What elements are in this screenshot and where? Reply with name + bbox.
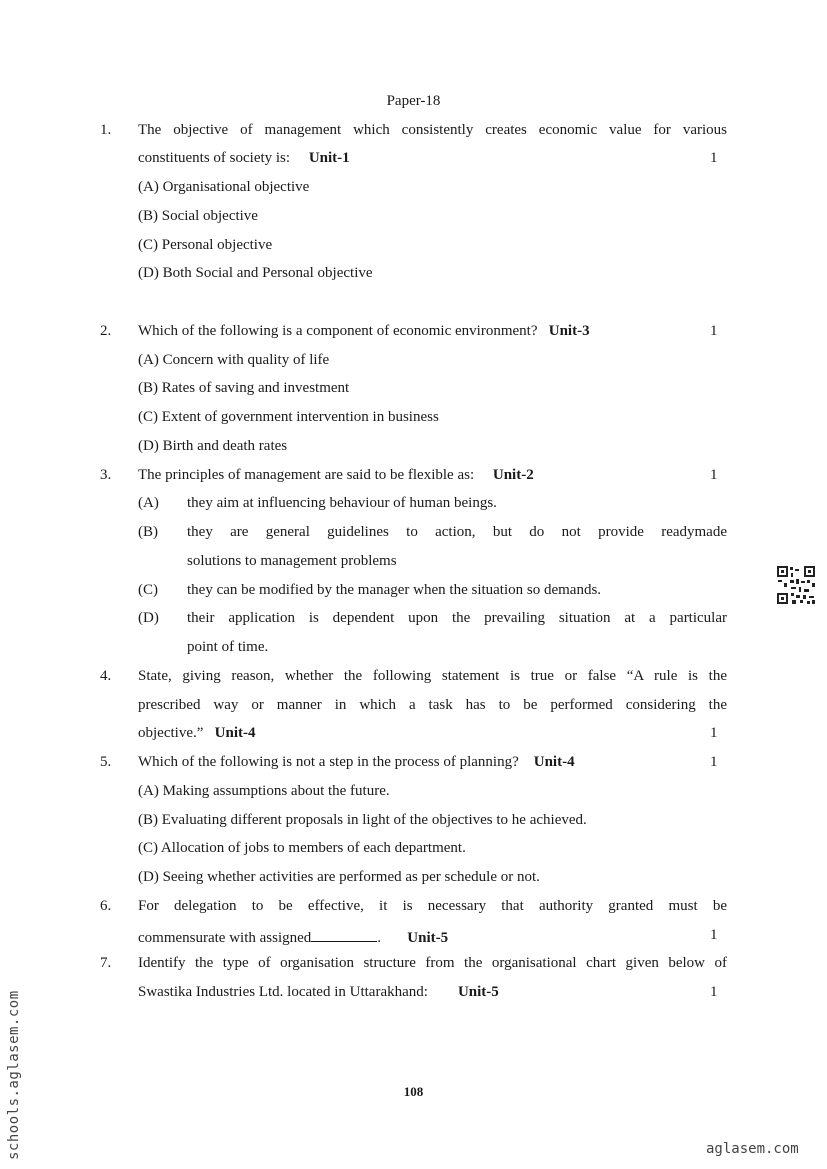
- question-text-part: The principles of management are said to be flexible as:: [138, 467, 475, 483]
- option-b-cont: solutions to management problems: [187, 553, 397, 569]
- option-letter: (A): [138, 495, 159, 511]
- unit-label: Unit-4: [214, 725, 256, 741]
- option-b: (B) Social objective: [138, 208, 258, 224]
- question-number: 1.: [100, 122, 112, 138]
- option-d: (D) Birth and death rates: [138, 438, 288, 454]
- question-text-cont: [138, 150, 727, 167]
- question-text-part: Which of the following is not a step in the process of planning?: [138, 754, 519, 770]
- question-text-part: .: [377, 930, 382, 946]
- marks: 1: [710, 927, 718, 943]
- question-text-part: Which of the following is a component of economic environment?: [138, 323, 538, 339]
- question-number: 7.: [100, 955, 112, 971]
- unit-label: Unit-1: [308, 150, 350, 166]
- option-c: (C) Personal objective: [138, 237, 273, 253]
- marks: 1: [710, 323, 718, 339]
- option-a: (A) Concern with quality of life: [138, 352, 330, 368]
- question-number: 3.: [100, 467, 112, 483]
- unit-label: Unit-3: [548, 323, 590, 339]
- page-number: 108: [403, 1084, 424, 1099]
- marks: 1: [710, 150, 718, 166]
- answer-blank: [311, 927, 377, 942]
- page-title: Paper-18: [386, 93, 441, 109]
- unit-label: Unit-4: [533, 754, 575, 770]
- question-text: [138, 323, 727, 340]
- question-text: The objective of management which consistently creates economic value for various: [138, 122, 727, 138]
- question-text-part: objective.”: [138, 725, 204, 741]
- question-number: 6.: [100, 898, 112, 914]
- option-b: they are general guidelines to action, but do not provide readymade: [187, 524, 727, 540]
- unit-label: Unit-2: [492, 467, 534, 483]
- option-c: (C) Extent of government intervention in business: [138, 409, 439, 425]
- question-number: 4.: [100, 668, 112, 684]
- question-text-part: commensurate with assigned: [138, 930, 312, 946]
- option-b: (B) Evaluating different proposals in light of the objectives to he achieved.: [138, 812, 587, 828]
- option-a: (A) Organisational objective: [138, 179, 310, 195]
- option-c: (C) Allocation of jobs to members of each department.: [138, 840, 466, 856]
- option-d: (D) Both Social and Personal objective: [138, 265, 373, 281]
- question-text: State, giving reason, whether the following statement is true or false “A rule is the: [138, 668, 727, 684]
- marks: 1: [710, 754, 718, 770]
- question-number: 2.: [100, 323, 112, 339]
- watermark-corner: aglasem.com: [706, 1141, 799, 1157]
- option-c: they can be modified by the manager when the situation so demands.: [187, 582, 602, 598]
- option-d: their application is dependent upon the prevailing situation at a particular: [187, 610, 727, 626]
- question-text-part: constituents of society is:: [138, 150, 291, 166]
- marks: 1: [710, 467, 718, 483]
- watermark-side: schools.aglasem.com: [6, 990, 22, 1160]
- question-text-part: Swastika Industries Ltd. located in Uttarakhand:: [138, 984, 428, 1000]
- option-d: (D) Seeing whether activities are performed as per schedule or not.: [138, 869, 540, 885]
- option-letter: (C): [138, 582, 158, 598]
- option-b: (B) Rates of saving and investment: [138, 380, 350, 396]
- question-number: 5.: [100, 754, 112, 770]
- marks: 1: [710, 725, 718, 741]
- question-text-end: [138, 725, 727, 742]
- question-text-cont: [138, 984, 727, 1001]
- unit-label: Unit-5: [407, 930, 449, 946]
- qr-code-icon: [776, 565, 816, 605]
- option-letter: (B): [138, 524, 158, 540]
- option-a: (A) Making assumptions about the future.: [138, 783, 390, 799]
- option-a: they aim at influencing behaviour of human beings.: [187, 495, 497, 511]
- question-text: [138, 754, 727, 771]
- question-text-cont: prescribed way or manner in which a task has to be performed considering the: [138, 697, 727, 713]
- unit-label: Unit-5: [457, 984, 499, 1000]
- option-d-cont: point of time.: [187, 639, 269, 655]
- question-text-cont: [138, 927, 727, 947]
- option-letter: (D): [138, 610, 159, 626]
- question-text: For delegation to be effective, it is necessary that authority granted must be: [138, 898, 727, 914]
- marks: 1: [710, 984, 718, 1000]
- question-text: Identify the type of organisation structure from the organisational chart given below of: [138, 955, 727, 971]
- question-text: [138, 467, 727, 484]
